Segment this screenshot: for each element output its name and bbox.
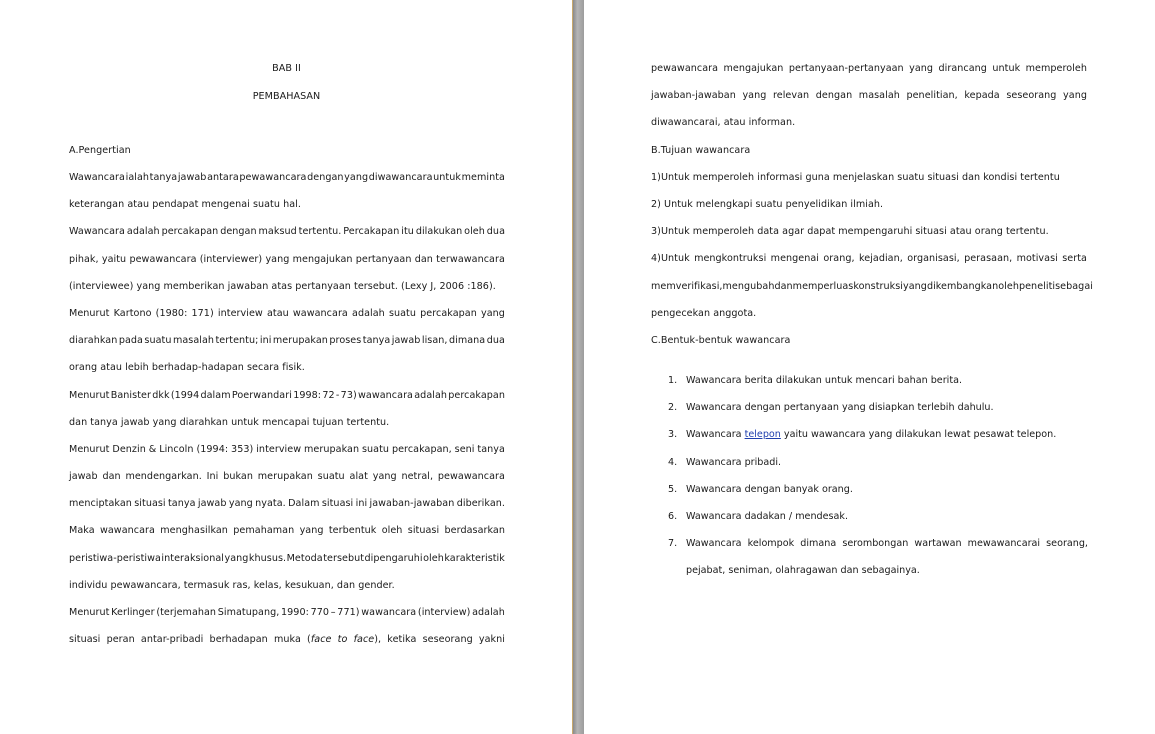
word: Wawancara <box>69 226 125 238</box>
list-item: 5. Wawancara dengan banyak orang. <box>668 483 853 495</box>
tujuan-item <box>651 245 1087 272</box>
word: dengan <box>815 90 853 102</box>
text-line: diwawancarai, atau informan. <box>651 117 796 129</box>
word: kepada <box>964 90 1000 102</box>
word: penelitian, <box>906 90 958 102</box>
list-item: 6. Wawancara dadakan / mendesak. <box>668 511 849 523</box>
word: yang <box>228 498 253 510</box>
word: situasi <box>407 525 440 537</box>
word: relevan <box>772 90 810 102</box>
word: mengkontruksi <box>694 253 767 265</box>
chapter-heading: BAB II <box>272 63 301 74</box>
word: dirancang <box>938 63 987 74</box>
word: bukan <box>223 471 253 483</box>
text-line <box>69 382 505 409</box>
word: lisan, <box>421 335 448 347</box>
word: Kartono <box>113 307 152 319</box>
word: Menurut <box>69 443 110 455</box>
word: percakapan <box>420 307 477 319</box>
section-heading-b: B.Tujuan wawancara <box>651 144 751 156</box>
word: Percakapan <box>343 226 400 238</box>
word: mendengarkan. <box>125 471 202 483</box>
word: tanya <box>477 443 505 455</box>
word: motivasi <box>1016 253 1058 265</box>
text-line: keterangan atau pendapat mengenai suatu hal. <box>69 199 301 211</box>
word: jawab <box>177 172 207 183</box>
word: netral, <box>401 471 434 483</box>
word: merupakan <box>272 335 328 347</box>
word: maksud <box>258 226 297 238</box>
section-heading-c: C.Bentuk-bentuk wawancara <box>651 334 791 346</box>
word: pewawancara <box>437 471 505 483</box>
word: mengajukan <box>292 253 353 265</box>
word: seseorang <box>1006 90 1057 102</box>
text-line: pengecekan anggota. <box>651 307 757 319</box>
word: interaksional <box>161 552 225 564</box>
word: masalah <box>858 90 900 102</box>
list-item: 3. Wawancara telepon yaitu wawancara yang dilakukan lewat pesawat telepon. <box>668 429 1057 441</box>
word: mengenai <box>770 253 820 265</box>
tujuan-item: 1)Untuk memperoleh informasi guna menjelaskan suatu situasi dan kondisi tertentu <box>651 171 1060 183</box>
word: mengubah <box>722 280 775 292</box>
word: situasi <box>321 498 354 510</box>
word: diwawancara <box>368 172 433 183</box>
word: terbentuk <box>328 525 377 537</box>
word: orang, <box>823 253 855 265</box>
word: (1980: <box>155 307 188 319</box>
word: Menurut <box>69 389 110 401</box>
word: Poerwandari <box>231 389 292 401</box>
text-line <box>69 490 505 517</box>
word: Simatupang, <box>217 607 280 618</box>
word: Banister <box>110 389 151 401</box>
word: yang <box>903 280 927 292</box>
word: dimana <box>448 335 486 347</box>
word: Menurut <box>69 607 110 618</box>
text-line <box>651 55 1087 82</box>
word: memverifikasi, <box>651 280 723 292</box>
word: yaitu <box>101 253 127 265</box>
word: Kerlinger <box>111 607 155 618</box>
word: pewawancara <box>651 63 719 74</box>
chapter-title: PEMBAHASAN <box>252 91 321 102</box>
word: percakapan <box>161 226 219 238</box>
word: untuk <box>433 172 461 183</box>
word: Denzin <box>112 443 146 455</box>
word: dua <box>486 226 505 238</box>
document-page-left <box>0 0 573 734</box>
text-line <box>69 218 505 245</box>
word: 73) <box>340 389 357 401</box>
word: percakapan, <box>391 443 452 455</box>
word: dipengaruhi <box>364 552 423 564</box>
word: yang <box>265 253 290 265</box>
text-line <box>69 436 505 463</box>
word: dkk <box>152 389 170 401</box>
text-line <box>69 300 505 327</box>
text-line: individu pewawancara, termasuk ras, kelas, kesukuan, dan gender. <box>69 579 395 591</box>
word: 1990: <box>281 607 309 618</box>
word: masalah <box>172 335 215 347</box>
word: oleh <box>464 226 485 238</box>
tujuan-item: 3)Untuk memperoleh data agar dapat mempengaruhi situasi atau orang tertentu. <box>651 226 1049 238</box>
right-body-text <box>651 55 1093 354</box>
word: 771) <box>337 607 360 618</box>
word: diberikan. <box>456 498 505 510</box>
word: seorang, <box>1046 538 1088 550</box>
text-line <box>651 273 1093 300</box>
word: jawab <box>391 335 421 347</box>
word: jawab <box>197 498 227 510</box>
word: wawancara <box>292 307 348 319</box>
word: jawaban-jawaban <box>369 498 455 510</box>
word: 171) <box>191 307 214 319</box>
word: oleh <box>423 552 444 564</box>
text-line: situasi peran antar-pribadi berhadapan muka (face to face), ketika seseorang yakni <box>69 634 505 646</box>
word: pewawancara <box>129 253 197 265</box>
word: yang <box>372 471 397 483</box>
word: dan <box>102 471 121 483</box>
word: interview <box>256 443 302 455</box>
word: ialah <box>125 172 150 183</box>
word: 4)Untuk <box>651 253 690 265</box>
word: oleh <box>381 525 403 537</box>
tujuan-item: 2) Untuk melengkapi suatu penyelidikan ilmiah. <box>651 198 884 210</box>
word: 1998: <box>293 389 322 401</box>
document-page-right <box>584 0 1155 734</box>
word: Maka <box>69 525 95 537</box>
word: pertanyaan-pertanyaan <box>788 63 904 74</box>
word: tanya <box>362 335 391 347</box>
word: untuk <box>992 63 1021 74</box>
word: dan <box>414 253 433 265</box>
list-item: 4. Wawancara pribadi. <box>668 456 782 468</box>
word: pewawancara <box>239 172 307 183</box>
word: suatu <box>388 307 416 319</box>
word: serta <box>1062 253 1087 265</box>
word: wawancara <box>358 389 413 401</box>
word: karakteristik <box>444 552 505 564</box>
word: perasaan, <box>964 253 1013 265</box>
word: mengajukan <box>723 63 784 74</box>
word: alat <box>349 471 368 483</box>
word: 353) <box>231 443 254 455</box>
word: berdasarkan <box>444 525 505 537</box>
word: proses <box>329 335 362 347</box>
word: pada <box>118 335 143 347</box>
word: diarahkan <box>69 335 118 347</box>
word: dan <box>774 280 793 292</box>
left-body-text <box>69 164 505 653</box>
word: wartawan <box>914 538 962 550</box>
text-line <box>69 517 505 544</box>
word: wawancara <box>361 607 417 618</box>
italic-phrase: face to face <box>310 634 375 646</box>
word: antara <box>207 172 239 183</box>
section-heading-a: A.Pengertian <box>69 145 131 156</box>
word: & <box>148 443 157 455</box>
text-line: dan tanya jawab yang diarahkan untuk mencapai tujuan tertentu. <box>69 416 390 428</box>
word: menghasilkan <box>160 525 228 537</box>
word: tanya <box>168 498 196 510</box>
word: adalah <box>352 307 385 319</box>
word: tanya <box>149 172 178 183</box>
telepon-link[interactable]: telepon <box>744 429 781 441</box>
word: suatu <box>144 335 172 347</box>
word: yang <box>224 552 249 564</box>
word: ini <box>259 335 272 347</box>
word: - <box>335 389 340 401</box>
word: ini <box>355 498 368 510</box>
word: yang <box>1063 90 1087 102</box>
text-line <box>69 246 505 273</box>
word: memperoleh <box>1025 63 1087 74</box>
word: (1994 <box>170 389 200 401</box>
word: tertentu; <box>215 335 259 347</box>
word: jawab <box>69 471 98 483</box>
word: pertanyaan <box>355 253 412 265</box>
list-item: 1. Wawancara berita dilakukan untuk mencari bahan berita. <box>668 375 963 386</box>
word: yang <box>299 525 324 537</box>
word: tertentu. <box>298 226 342 238</box>
word: suatu <box>317 471 345 483</box>
word: situasi <box>134 498 166 510</box>
word: jawaban-jawaban <box>651 90 736 102</box>
word: Metoda <box>286 552 323 564</box>
word: Lincoln <box>159 443 194 455</box>
list-item: 2. Wawancara dengan pertanyaan yang disiapkan terlebih dahulu. <box>668 402 994 414</box>
word: dalam <box>200 389 231 401</box>
word: khusus. <box>248 552 287 564</box>
word: kelompok <box>747 538 795 550</box>
page-gutter <box>573 0 584 734</box>
word: – <box>330 607 336 618</box>
word: menciptakan <box>69 498 132 510</box>
word: Ini <box>206 471 219 483</box>
word: adalah <box>126 226 160 238</box>
word: Dalam <box>288 498 320 510</box>
word: dengan <box>220 226 257 238</box>
text-line <box>69 545 505 572</box>
word: 72 <box>322 389 335 401</box>
word: merupakan <box>304 443 360 455</box>
word: yang <box>742 90 767 102</box>
word: konstruksi <box>853 280 903 292</box>
text-line <box>69 463 505 490</box>
list-item: 7. Wawancara kelompok dimana serombongan wartawan mewawancarai seorang, pejabat, seniman, olahragawan dan sebagainya. <box>668 530 1088 584</box>
word: percakapan <box>448 389 505 401</box>
word: Menurut <box>69 307 110 319</box>
word: mewawancarai <box>967 538 1041 550</box>
word: (terjemahan <box>156 607 217 618</box>
text-line: (interviewee) yang memberikan jawaban atas pertanyaan tersebut. (Lexy J, 2006 :186). <box>69 280 496 292</box>
word: pemahaman <box>233 525 295 537</box>
word: interview <box>217 307 263 319</box>
word: dengan <box>307 172 344 183</box>
word: Wawancara <box>686 538 742 550</box>
word: organisasi, <box>907 253 960 265</box>
word: (interview) <box>417 607 471 618</box>
text-line <box>69 327 505 354</box>
word: kejadian, <box>858 253 903 265</box>
word: nyata. <box>255 498 286 510</box>
text-line <box>651 82 1087 109</box>
word: itu <box>401 226 414 238</box>
word: peneliti <box>1018 280 1056 292</box>
word: meminta <box>461 172 505 183</box>
word: pihak, <box>69 253 99 265</box>
word: adalah <box>472 607 505 618</box>
word: yang <box>344 172 369 183</box>
word: seni <box>454 443 475 455</box>
word: suatu <box>361 443 390 455</box>
word: serombongan <box>842 538 909 550</box>
word: terwawancara <box>436 253 505 265</box>
word: wawancara <box>99 525 155 537</box>
word: merupakan <box>257 471 313 483</box>
word: tersebut <box>323 552 365 564</box>
word: dilakukan <box>415 226 463 238</box>
word: atau <box>266 307 289 319</box>
word: sebagai <box>1055 280 1093 292</box>
bentuk-list <box>668 367 1088 585</box>
word: peristiwa-peristiwa <box>69 552 161 564</box>
word: yang <box>480 307 505 319</box>
word: (interviewer) <box>199 253 263 265</box>
text-line: orang atau lebih berhadap-hadapan secara fisik. <box>69 362 305 374</box>
word: 770 <box>310 607 330 618</box>
word: yang <box>909 63 934 74</box>
word: dua <box>486 335 505 347</box>
word: (1994: <box>196 443 229 455</box>
word: dimana <box>800 538 837 550</box>
word: Wawancara <box>69 172 125 183</box>
word: oleh <box>998 280 1019 292</box>
word: memperluas <box>792 280 854 292</box>
word: dikembangkan <box>926 280 999 292</box>
word: adalah <box>414 389 448 401</box>
text-line <box>69 164 505 191</box>
text-line <box>69 599 505 626</box>
